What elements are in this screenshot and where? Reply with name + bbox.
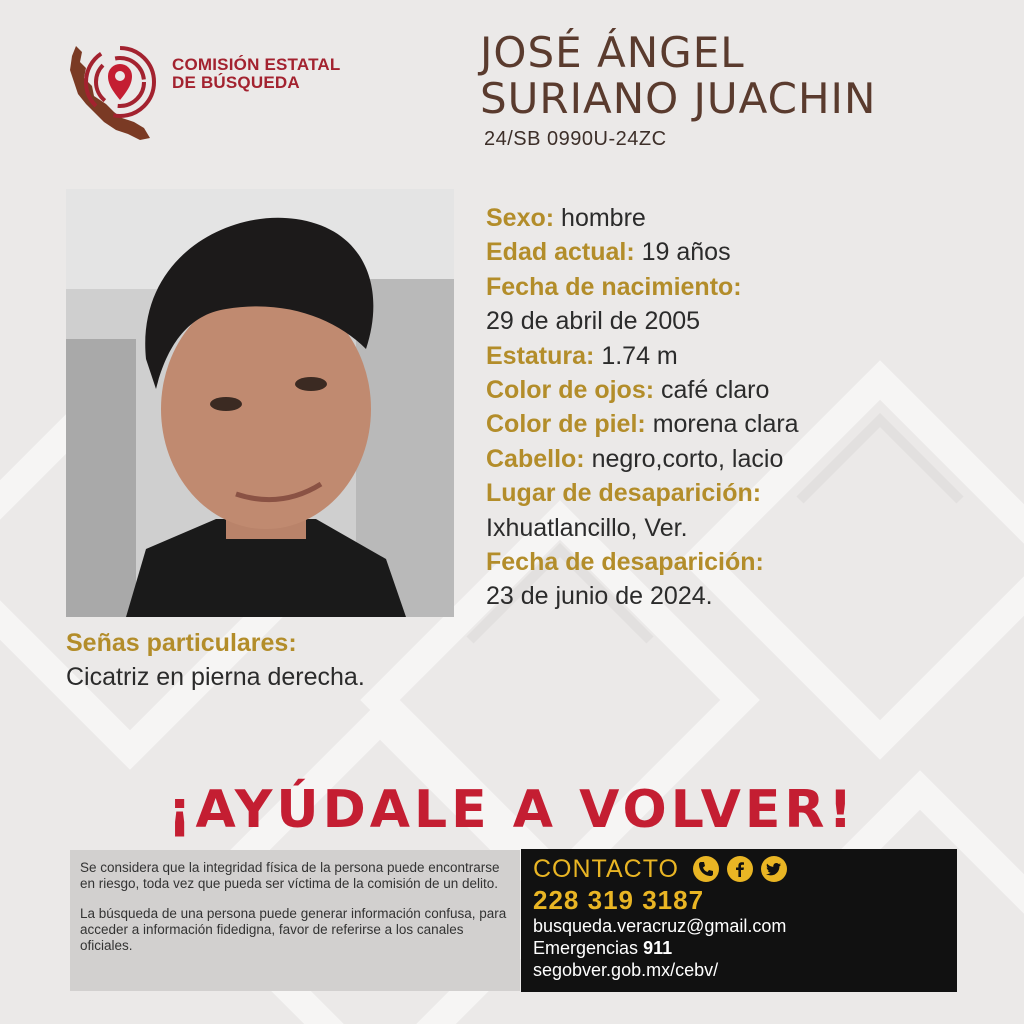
person-photo (66, 189, 454, 617)
ojos-label: Color de ojos: (486, 376, 655, 405)
contact-title: CONTACTO (533, 855, 679, 883)
org-name-line2: DE BÚSQUEDA (172, 73, 300, 92)
nacimiento-label: Fecha de nacimiento: (486, 272, 742, 301)
detail-fecha (486, 545, 1006, 579)
sexo-value: hombre (561, 204, 646, 232)
senas-particulares (66, 626, 365, 694)
org-name-line1: COMISIÓN ESTATAL (172, 55, 341, 74)
folio-number: 24/SB 0990U-24ZC (484, 128, 667, 150)
contact-emergencias (533, 937, 945, 959)
cabello-label: Cabello: (486, 444, 585, 473)
veracruz-location-icon (62, 38, 172, 148)
person-name-line1: JOSÉ ÁNGEL (480, 28, 745, 77)
contact-email[interactable]: busqueda.veracruz@gmail.com (533, 916, 787, 936)
senas-value: Cicatriz en pierna derecha. (66, 663, 365, 691)
emergencias-number[interactable]: 911 (643, 938, 673, 958)
twitter-icon[interactable] (761, 856, 787, 882)
phone-icon[interactable] (693, 856, 719, 882)
lugar-value: Ixhuatlancillo, Ver. (486, 513, 688, 542)
piel-label: Color de piel: (486, 410, 646, 439)
senas-label: Señas particulares: (66, 629, 297, 657)
detail-estatura (486, 339, 1006, 373)
contact-icons (693, 856, 787, 882)
contact-website[interactable]: segobver.gob.mx/cebv/ (533, 960, 719, 980)
fecha-value: 23 de junio de 2024. (486, 582, 713, 611)
detail-ojos (486, 373, 1006, 407)
estatura-value: 1.74 m (601, 341, 678, 370)
estatura-label: Estatura: (486, 341, 595, 370)
edad-value: 19 años (641, 238, 731, 267)
contact-phone[interactable]: 228 319 3187 (533, 885, 705, 915)
edad-label: Edad actual: (486, 238, 635, 267)
contact-box (521, 849, 957, 992)
org-logo (62, 38, 362, 148)
lugar-label: Lugar de desaparición: (486, 479, 762, 508)
detail-lugar (486, 476, 1006, 510)
detail-edad (486, 235, 1006, 269)
slogan-heading: ¡AYÚDALE A VOLVER! (167, 780, 857, 840)
detail-piel (486, 407, 1006, 441)
facebook-icon[interactable] (727, 856, 753, 882)
disclaimer-box (70, 850, 520, 991)
portrait-illustration (66, 189, 454, 617)
person-name (480, 30, 876, 122)
disclaimer-paragraph-1: Se considera que la integridad física de la persona puede encontrarse en riesgo, toda vez que pueda ser víctima de la comisión de un delito. (80, 860, 500, 891)
org-name (172, 56, 340, 92)
contact-header (533, 853, 945, 885)
detail-nacimiento (486, 270, 1006, 304)
detail-cabello (486, 442, 1006, 476)
person-name-line2: SURIANO JUACHIN (480, 74, 877, 123)
cabello-value: negro,corto, lacio (591, 444, 784, 473)
ojos-value: café claro (661, 376, 770, 405)
detail-sexo (486, 201, 1006, 235)
piel-value: morena clara (652, 410, 799, 439)
fecha-label: Fecha de desaparición: (486, 548, 764, 577)
disclaimer-paragraph-2: La búsqueda de una persona puede generar información confusa, para acceder a información fidedigna, favor de referirse a los canales oficiales. (80, 906, 507, 953)
sexo-label: Sexo: (486, 204, 555, 232)
emergencias-label: Emergencias (533, 938, 639, 958)
person-details (486, 201, 1006, 614)
nacimiento-value: 29 de abril de 2005 (486, 307, 701, 336)
